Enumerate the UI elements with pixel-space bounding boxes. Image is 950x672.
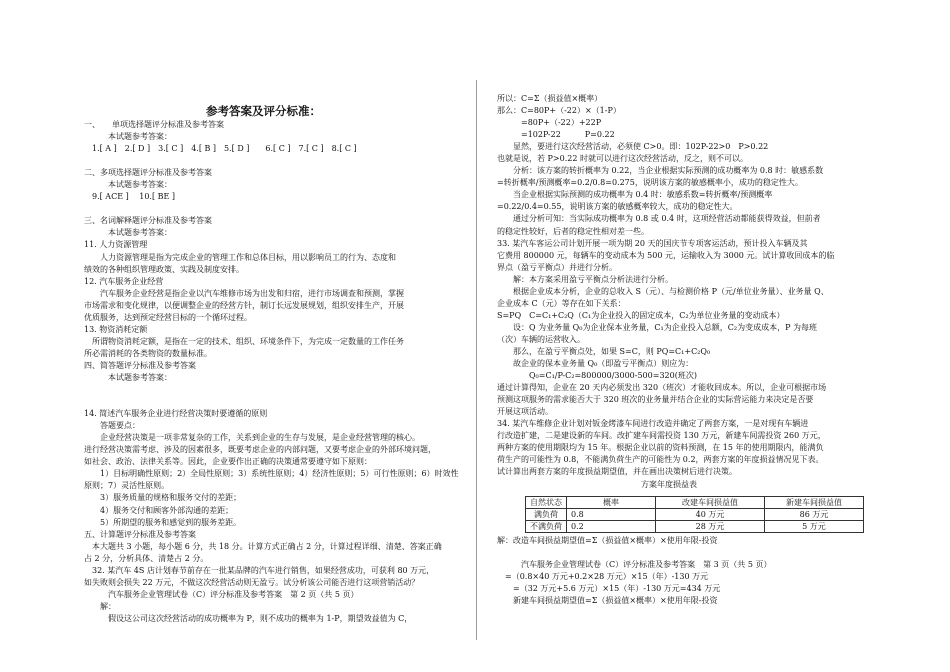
text-line: 12. 汽车服务企业经营: [84, 276, 164, 286]
text-line: 占 2 分，分析具体、清楚占 2 分。: [84, 553, 209, 563]
text-line: S=PQ C=C₁+C₂Q（C₁为企业投入的固定成本，C₂为单位业务量的变动成本）: [497, 310, 785, 320]
table-cell: 不满负荷: [526, 521, 567, 533]
text-line: 原则；7）灵活性原则。: [84, 481, 170, 491]
table-cell: 满负荷: [526, 509, 567, 521]
text-line: =0.22/0.4=0.55，说明该方案的敏感概率较大，成功的稳定性大。: [497, 202, 738, 212]
right-column: [497, 93, 873, 491]
table-cell: 0.8: [567, 509, 656, 521]
text-line: 11. 人力资源管理: [84, 240, 148, 250]
text-line: 四、简答题评分标准及参考答案: [84, 360, 196, 370]
text-line: 如社会、政治、法律关系等。因此，企业要作出正确的决策通常要遵守如下原则：: [84, 457, 372, 467]
text-line: 企业经营决策是一项非常复杂的工作，关系到企业的生存与发展，是企业经营管理的核心。: [84, 433, 420, 443]
table-cell: 0.2: [567, 521, 656, 533]
page-title: 参考答案及评分标准：: [206, 104, 321, 118]
text-line: 那么，在盈亏平衡点处，如果 S=C，则 PQ=C₁+C₂Q₀: [497, 346, 711, 356]
col-header: 概率: [567, 497, 656, 509]
text-line: 的稳定性较好，后者的稳定性相对差一些。: [497, 226, 649, 236]
text-line: 汽车服务企业经营是指企业以汽车维修市场为出发和归宿，进行市场调查和预测，掌握: [84, 288, 404, 298]
text-line: [497, 547, 771, 559]
text-line: 答题要点：: [84, 421, 140, 431]
text-line: （次）车辆的运营收入。: [497, 334, 585, 344]
text-line: 行改造扩建，二是建设新的车间。改扩建车间需投资 130 万元，新建车间需投资 260 万元，: [497, 431, 826, 441]
text-line: 也就是说，若 P>0.22 时就可以进行这次经营活动，反之，则不可以。: [497, 154, 748, 164]
text-line: 二、多项选择题评分标准及参考答案: [84, 168, 212, 178]
text-line: 本试题参考答案：: [84, 372, 172, 382]
table-cell: 5 万元: [765, 521, 864, 533]
text-line: =102P-22 P=0.22: [497, 130, 615, 140]
text-line: [84, 155, 456, 167]
text-line: 企业成本 C（元）等存在如下关系：: [497, 298, 626, 308]
annual-profit-loss-table: [525, 496, 864, 533]
text-line: 五、计算题评分标准及参考答案: [84, 529, 196, 539]
text-line: 两种方案的使用期限均为 15 年。根据企业以前的资料预测，在 15 年的使用期限内，能满负: [497, 443, 824, 453]
table-cell: 86 万元: [765, 509, 864, 521]
col-header: 自然状态: [526, 497, 567, 509]
text-line: Q₀=C₁/P-C₂=800000/3000-500=320(班次): [497, 371, 697, 381]
text-line: 解：改造车间损益期望值=Σ（损益值×概率）×使用年限-投资: [497, 536, 718, 545]
text-line: 故企业的保本业务量 Q₀（即盈亏平衡点）则应为：: [497, 359, 694, 369]
text-line: 33. 某汽车客运公司计划开展一项为期 20 天的国庆节专项客运活动，预计投入车辆及其: [497, 238, 808, 248]
text-line: 本试题参考答案：: [84, 132, 172, 142]
text-line: 如失败则会损失 22 万元，不做这次经营活动则无盈亏。试分析该公司能否进行这项营销活动？: [84, 577, 420, 587]
text-line: 进行经营决策需考虑、涉及的因素很多，既要考虑企业的内部问题，又要考虑企业的外部环境问题，: [84, 445, 436, 455]
text-line: 荷生产的可能性为 0.8，不能满负荷生产的可能性为 0.2，两套方案的年度损益情况见下表。: [497, 455, 824, 465]
text-line: 14. 简述汽车服务企业进行经营决策时要遵循的原则: [84, 409, 268, 419]
text-line: 13. 物资消耗定额: [84, 324, 148, 334]
text-line: 三、名词解释题评分标准及参考答案: [84, 216, 212, 226]
table-row: [526, 509, 864, 521]
text-line: 新建车间损益期望值=Σ（损益值×概率）×使用年限-投资: [497, 596, 718, 606]
text-line: 汽车服务企业管理试卷（C）评分标准及参考答案 第 2 页（共 5 页）: [84, 589, 359, 599]
text-line: [84, 203, 456, 215]
text-line: 所以：C=Σ（损益值×概率）: [497, 94, 603, 103]
text-line: 人力资源管理是指为完成企业的管理工作和总体目标，用以影响员工的行为、态度和: [84, 252, 396, 262]
text-line: 界点（盈亏平衡点）并进行分析。: [497, 262, 617, 272]
text-line: 那么：C=80P+（-22）×（1-P）: [497, 106, 621, 116]
text-line: 汽车服务企业管理试卷（C）评分标准及参考答案 第 3 页（共 5 页）: [497, 560, 772, 570]
text-line: 开展这项活动。: [497, 407, 553, 417]
text-line: 解：: [84, 601, 116, 611]
table-row: [526, 521, 864, 533]
text-line: 一、 单项选择题评分标准及参考答案: [84, 120, 224, 129]
text-line: 解：本方案采用盈亏平衡点分析法进行分析。: [497, 274, 673, 284]
text-line: 本试题参考答案：: [84, 228, 172, 238]
text-line: 设：Q 为业务量 Q₀为企业保本业务量，C₁为企业投入总额，C₂为变成成本，P 为每班: [497, 322, 817, 332]
text-line: 9.[ ACE ] 10.[ BE ]: [84, 192, 176, 202]
table-header-row: [526, 497, 864, 509]
text-line: =转折概率/预测概率=0.2/0.8=0.275，说明该方案的敏感概率小，成功的稳定性大。: [497, 178, 803, 188]
column-divider: [476, 80, 477, 640]
text-line: 3）服务质量的规格和服务交付的差距；: [84, 493, 242, 503]
text-line: 4）服务交付和顾客外部沟通的差距；: [84, 505, 234, 515]
left-column: [84, 119, 459, 625]
text-line: 显然，要进行这次经营活动，必须使 C>0。即：102P-22>0 P>0.22: [497, 142, 769, 152]
col-header: 改建车间损益值: [656, 497, 765, 509]
text-line: 5）所期望的服务和感觉到的服务差距。: [84, 517, 242, 527]
text-line: 所谓物资消耗定额，是指在一定的技术、组织、环境条件下，为完成一定数量的工作任务: [84, 336, 404, 346]
text-line: =80P+（-22）+22P: [497, 118, 602, 128]
text-line: 通过分析可知：当实际成功概率为 0.8 或 0.4 时，这项经营活动都能获得效益，但前者: [497, 214, 821, 224]
text-line: 根据企业成本分析，企业的总收入 S（元）、与检测价格 P（元/单位业务量）、业务量 Q、: [497, 286, 829, 296]
text-line: 它费用 800000 元，每辆车的变动成本为 500 元，运输收入为 3000 元。试计算收回成本的临: [497, 250, 835, 260]
right-column-continued: [497, 535, 771, 607]
text-line: 预测这项服务的需求能否大于 320 班次的业务量并结合企业的实际营运能力来决定是否要: [497, 395, 814, 405]
text-line: 本试题参考答案：: [84, 180, 172, 190]
text-line: [84, 396, 456, 408]
text-line: 试计算出两套方案的年度损益期望值，并在画出决策树后进行决策。: [497, 467, 737, 477]
table-cell: 40 万元: [656, 509, 765, 521]
text-line: =（0.8×40 万元+0.2×28 万元）×15（年）-130 万元: [497, 572, 709, 582]
text-line: 所必需消耗的各类物资的数量标准。: [84, 348, 212, 358]
text-line: 假设这公司这次经营活动的成功概率为 P，则不成功的概率为 1-P，期望效益值为 C，: [84, 613, 413, 623]
text-line: 通过计算得知，企业在 20 天内必须发出 320（班次）才能收回成本。所以，企业可根据市场: [497, 383, 827, 393]
text-line: 分析：该方案的转折概率为 0.22，当企业根据实际预测的成功概率为 0.8 时：敏感系数: [497, 166, 824, 176]
text-line: 优质服务，达到预定经营目标的一个循环过程。: [84, 312, 252, 322]
text-line: [84, 384, 456, 396]
text-line: =（32 万元+5.6 万元）×15（年）-130 万元=434 万元: [497, 584, 721, 594]
table-cell: 28 万元: [656, 521, 765, 533]
text-line: 市场需求和变化规律，以便调整企业的经营方针，制订长远发展规划，组织安排生产，开展: [84, 300, 404, 310]
text-line: 32. 某汽车 4S 店计划春节前存在一批某品牌的汽车进行销售，如果经营成功，可获利 80 万元，: [84, 565, 435, 575]
text-line: 绩效的各种组织管理政策、实践及制度安排。: [84, 264, 244, 274]
col-header: 新建车间损益值: [765, 497, 864, 509]
text-line: 1.[ A ] 2.[ D ] 3.[ C ] 4.[ B ] 5.[ D ] 6.[ C ] 7.[ C ] 8.[ C ]: [84, 144, 357, 154]
text-line: 本大题共 3 小题，每小题 6 分，共 18 分。计算方式正确占 2 分，计算过程详细、清楚、答案正确: [84, 541, 442, 551]
text-line: 34. 某汽车维修企业计划对钣金烤漆车间进行改造并确定了两套方案，一是对现有车辆进: [497, 419, 809, 429]
text-line: 1）目标明确性原则；2）全局性原则；3）系统性原则；4）经济性原则；5）可行性原则；6）时效性: [84, 469, 459, 479]
text-line: 当企业根据实际预测的成功概率为 0.4 时：敏感系数=转折概率/预测概率: [497, 190, 773, 200]
text-line: 方案年度损益表: [497, 479, 697, 489]
